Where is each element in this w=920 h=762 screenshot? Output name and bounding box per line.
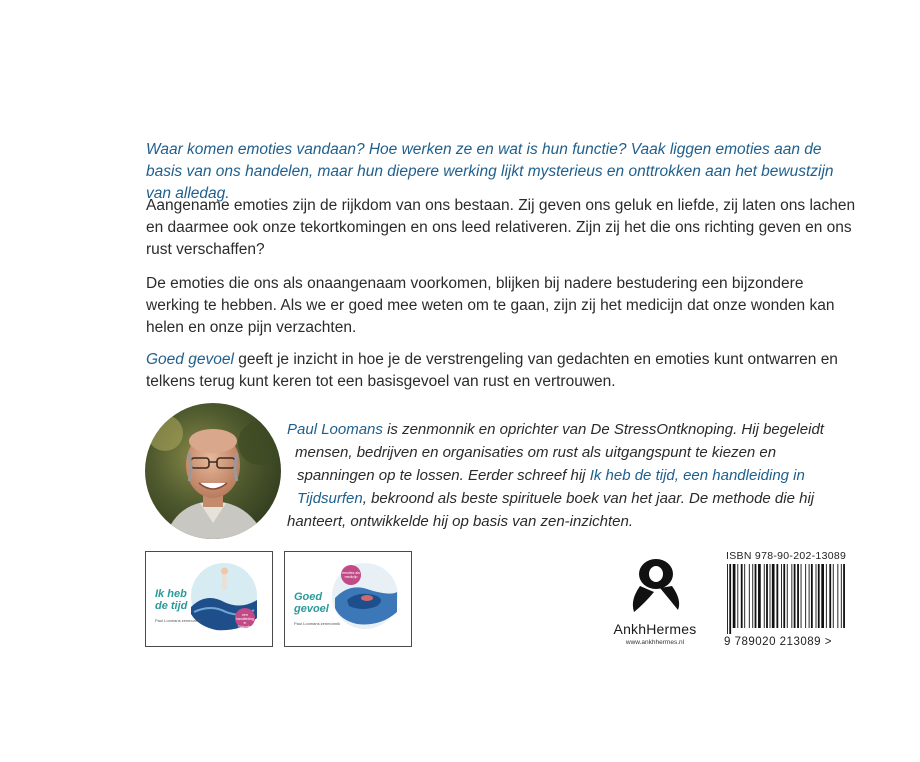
bio-line-1: Paul Loomans is zenmonnik en oprichter van De StressOntknoping. Hij begeleidt <box>287 421 824 438</box>
isbn-label: ISBN 978-90-202-13089 <box>726 550 847 562</box>
paragraph-3 <box>146 349 856 393</box>
book2-author: Paul Loomans zenmonnik <box>294 621 341 626</box>
paragraph-2: De emoties die ons als onaangenaam voorkomen, blijken bij nadere bestudering een bijzondere werking te hebben. Als we er goed mee weten om te gaan, zijn zij het medicijn dat onze wonden kan helen en onze pijn verzachten. <box>146 275 835 336</box>
book1-badge: een handleiding in Tijdsurfen <box>236 613 254 629</box>
intro-paragraph: Waar komen emoties vandaan? Hoe werken ze en wat is hun functie? Vaak liggen emoties aan de basis van ons handelen, maar hun diepere werking lijkt mysterieus en onttrokken aan het bewustzijn van alledag. <box>146 141 834 202</box>
bio-line-5: hanteert, ontwikkelde hij op basis van zen-inzichten. <box>287 513 634 530</box>
publisher-url: www.ankhhermes.nl <box>625 639 685 646</box>
author-bio <box>287 418 847 533</box>
publisher-name: AnkhHermes <box>613 621 697 637</box>
paragraph-3-text: geeft je inzicht in hoe je de verstrengeling van gedachten en emoties kunt ontwarren en telkens terug kunt keren tot een basisgevoel van rust en vertrouwen. <box>146 351 838 390</box>
book-cover-goed-gevoel <box>284 551 412 647</box>
book-title-reference: Goed gevoel <box>146 351 234 368</box>
book2-badge: emoties als medicijn <box>342 571 360 579</box>
earlier-book-title: Ik heb de tijd, een handleiding in <box>589 467 805 484</box>
book1-title-line2: de tijd <box>155 600 188 612</box>
book2-title-line2: gevoel <box>294 603 329 615</box>
bio-line-3: spanningen op te lossen. Eerder schreef hij Ik heb de tijd, een handleiding in <box>297 467 805 484</box>
book1-author: Paul Loomans zenmonnik <box>155 618 202 623</box>
paragraph-1: Aangename emoties zijn de rijkdom van ons bestaan. Zij geven ons geluk en liefde, zij laten ons lachen en daarmee ook onze tekortkomingen en ons leed relativeren. Zijn zij het die ons richting geven en ons rust verschaffen? <box>146 197 856 258</box>
author-name: Paul Loomans <box>287 421 383 438</box>
book2-title-line1: Goed <box>294 591 323 603</box>
book1-title-line1: Ik heb <box>155 588 187 600</box>
barcode <box>727 564 847 634</box>
author-photo <box>145 403 281 539</box>
book-cover-ik-heb-de-tijd <box>145 551 273 647</box>
bio-line-4: Tijdsurfen, bekroond als beste spirituele boek van het jaar. De methode die hij <box>297 490 815 507</box>
bio-line-2: mensen, bedrijven en organisaties om rust als uitgangspunt te kiezen en <box>295 444 777 461</box>
earlier-book-title-cont: Tijdsurfen <box>297 490 363 507</box>
barcode-digits: 9 789020 213089 > <box>724 636 832 648</box>
